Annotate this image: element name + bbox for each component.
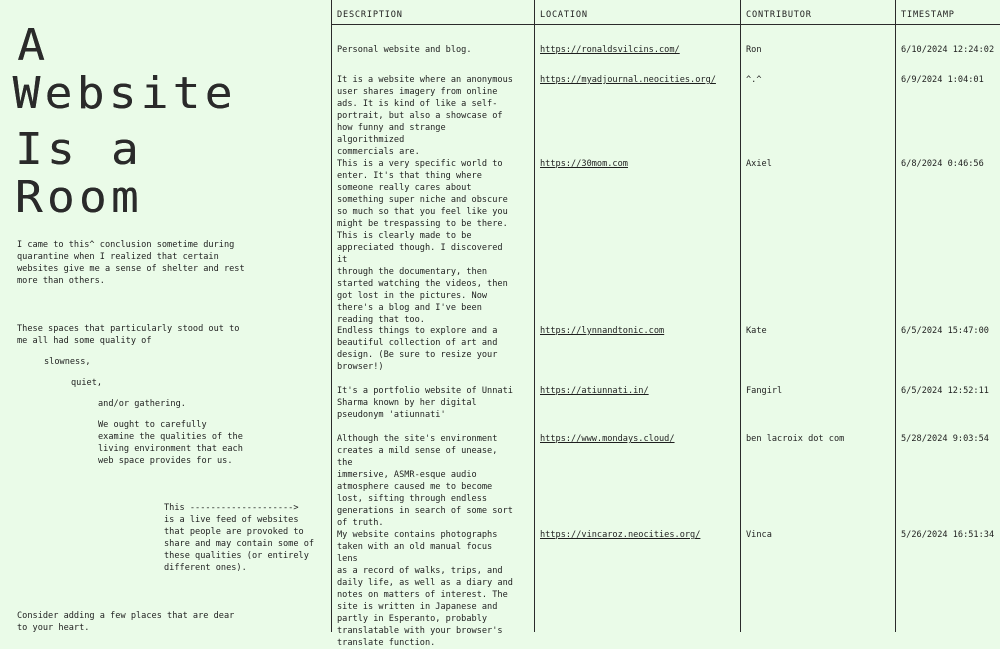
row-description: This is a very specific world to enter. It's that thing where someone really cares about something super niche and obscure so much so that you feel like you might be trespassing to be there. This is clearly made to be appreciated though. I discovered it through the documentary, then started watching the videos, then got lost in the pictures. Now there's a blog and I've been reading that too. (337, 159, 508, 325)
quality-slowness: slowness, (44, 357, 91, 367)
row-contributor: Fangirl (746, 386, 783, 396)
column-divider (895, 0, 896, 632)
row-description: It is a website where an anonymous user shares imagery from online ads. It is kind of like a self- portrait, but also a showcase of how funny and strange algorithmized commercials are. (337, 75, 513, 157)
header-timestamp: TIMESTAMP (901, 10, 955, 20)
header-contributor: CONTRIBUTOR (746, 10, 812, 20)
row-contributor: Vinca (746, 530, 772, 540)
intro-paragraph-2: These spaces that particularly stood out to me all had some quality of (17, 324, 240, 346)
row-contributor: ben lacroix dot com (746, 434, 845, 444)
intro-paragraph-1: I came to this^ conclusion sometime during quarantine when I realized that certain websites give me a sense of shelter and rest more than others. (17, 240, 245, 286)
row-contributor: ^.^ (746, 75, 762, 85)
row-description: It's a portfolio website of Unnati Sharma known by her digital pseudonym 'atiunnati' (337, 386, 513, 420)
intro-paragraph-5: Consider adding a few places that are dear to your heart. (17, 611, 235, 633)
header-description: DESCRIPTION (337, 10, 403, 20)
row-location-link[interactable]: https://vincaroz.neocities.org/ (540, 530, 701, 540)
quality-gathering: and/or gathering. (98, 399, 186, 409)
quality-quiet: quiet, (71, 378, 103, 388)
row-timestamp: 6/10/2024 12:24:02 (901, 45, 995, 55)
header-location: LOCATION (540, 10, 588, 20)
intro-paragraph-4: This --------------------> is a live feed of websites that people are provoked to share and may contain some of these qualities (or entirely different ones). (164, 503, 315, 573)
column-divider (534, 0, 535, 632)
row-timestamp: 6/8/2024 0:46:56 (901, 159, 984, 169)
row-description: Personal website and blog. (337, 45, 472, 55)
row-contributor: Kate (746, 326, 767, 336)
row-timestamp: 5/28/2024 9:03:54 (901, 434, 989, 444)
row-timestamp: 6/5/2024 12:52:11 (901, 386, 989, 396)
row-description: My website contains photographs taken with an old manual focus lens as a record of walks, trips, and daily life, as well as a diary and notes on matters of interest. The site is written in Japanese and partly in Esperanto, probably translatable with your browser's translate function. (337, 530, 513, 648)
column-divider (740, 0, 741, 632)
row-location-link[interactable]: https://atiunnati.in/ (540, 386, 649, 396)
title-line-4: Room (14, 172, 144, 223)
intro-paragraph-3: We ought to carefully examine the qualities of the living environment that each web space provides for us. (98, 420, 243, 466)
row-location-link[interactable]: https://ronaldsvilcins.com/ (540, 45, 680, 55)
row-location-link[interactable]: https://30mom.com (540, 159, 628, 169)
row-description: Endless things to explore and a beautiful collection of art and design. (Be sure to resize your browser!) (337, 326, 498, 372)
row-timestamp: 5/26/2024 16:51:34 (901, 530, 995, 540)
title-line-2: Website (12, 68, 237, 119)
intro-panel (0, 0, 330, 632)
row-contributor: Ron (746, 45, 762, 55)
row-location-link[interactable]: https://www.mondays.cloud/ (540, 434, 675, 444)
row-timestamp: 6/5/2024 15:47:00 (901, 326, 989, 336)
header-divider (331, 24, 1000, 25)
row-description: Although the site's environment creates a mild sense of unease, the immersive, ASMR-esque audio atmosphere caused me to become lost, sifting through endless generations in search of some sort of truth. (337, 434, 513, 528)
row-timestamp: 6/9/2024 1:04:01 (901, 75, 984, 85)
title-line-1: A (17, 20, 50, 71)
row-location-link[interactable]: https://myadjournal.neocities.org/ (540, 75, 716, 85)
row-location-link[interactable]: https://lynnandtonic.com (540, 326, 665, 336)
title-line-3: Is a (14, 124, 144, 175)
row-contributor: Axiel (746, 159, 772, 169)
column-divider (331, 0, 332, 632)
